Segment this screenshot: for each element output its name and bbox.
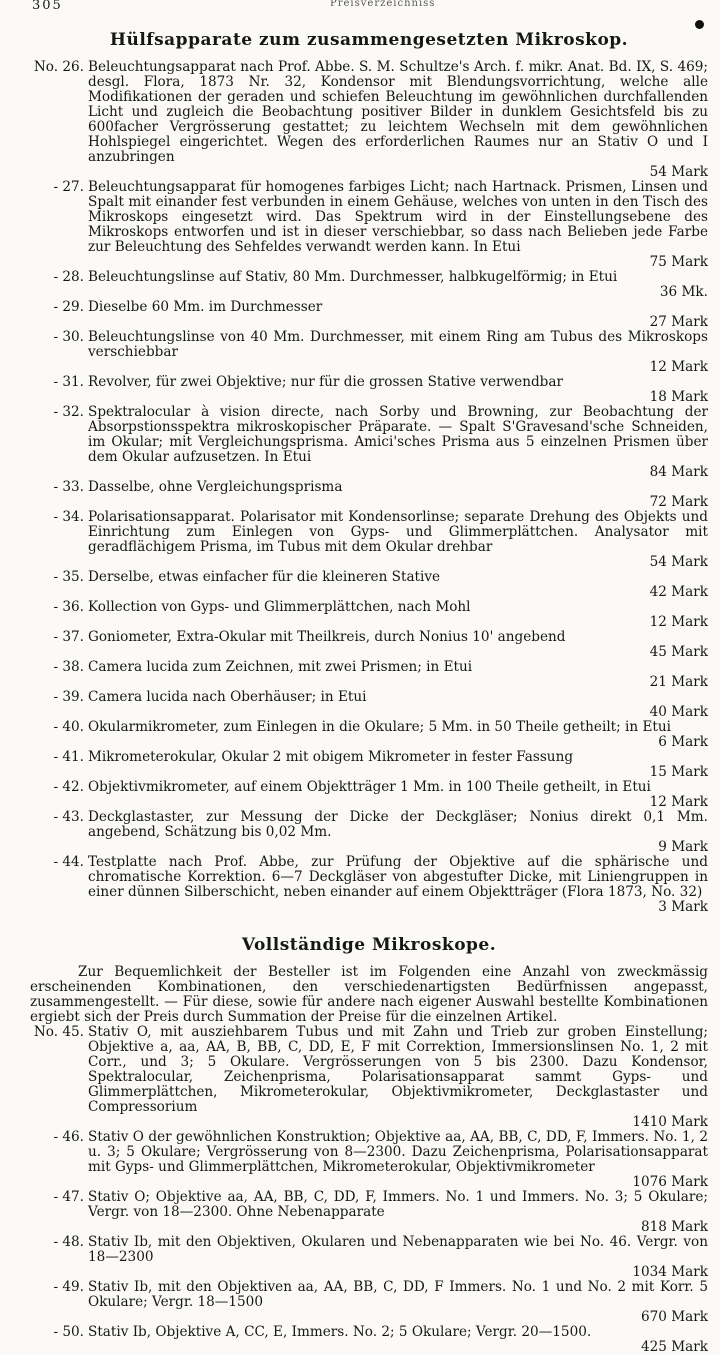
entry-price: 54 Mark	[649, 164, 708, 180]
entry-description: Camera lucida nach Oberhäuser; in Etui	[88, 689, 367, 705]
catalog-entry	[30, 480, 708, 510]
entry-description: Stativ O, mit ausziehbarem Tubus und mit Zahn und Trieb zur groben Einstellung; Objektive a, aa, AA, B, BB, C, DD, E, F mit Correktion, Immersionslinsen No. 1, 2 mit Corr., und 3; 5 Okulare. Vergrösserungen von 5 bis 2300. Dazu Kondensor, Spektralocular, Zeichenprisma, Polarisationsapparat sammt Gyps- und Glimmerplättchen, Mikrometerokular, Objektivmikrometer, Deckglastaster und Compressorium	[88, 1024, 708, 1115]
page-header	[30, 0, 708, 26]
entry-description: Camera lucida zum Zeichnen, mit zwei Prismen; in Etui	[88, 659, 473, 675]
entry-number: - 37.	[53, 629, 84, 645]
entry-description: Dasselbe, ohne Vergleichungsprisma	[88, 479, 343, 495]
entry-description: Mikrometerokular, Okular 2 mit obigem Mikrometer in fester Fassung	[88, 749, 574, 765]
entry-description: Goniometer, Extra-Okular mit Theilkreis, durch Nonius 10' angebend	[88, 629, 566, 645]
entry-description: Beleuchtungsapparat nach Prof. Abbe. S. M. Schultze's Arch. f. mikr. Anat. Bd. IX, S. 469; desgl. Flora, 1873 Nr. 32, Kondensor mit Blendungsvorrichtung, welche alle Modifikationen der geraden und schiefen Beleuchtung im gewöhnlichen durchfallenden Licht und zugleich die Beobachtung positiver Bilder in dunklem Gesichtsfeld bis zu 600facher Vergrösserung gestattet; zu leichtem Wechseln mit dem gewöhnlichen Hohlspiegel eingerichtet. Wegen des erforderlichen Raumes nur an Stativ O und I anzubringen	[88, 59, 708, 165]
entry-price: 818 Mark	[640, 1219, 708, 1235]
entry-description: Revolver, für zwei Objektive; nur für die grossen Stative verwendbar	[88, 374, 563, 390]
catalog-entry	[30, 1235, 708, 1280]
catalog-entry	[30, 1190, 708, 1235]
entry-number: - 50.	[53, 1324, 84, 1340]
entry-price: 1034 Mark	[632, 1264, 708, 1280]
entry-number: - 41.	[53, 749, 84, 765]
microscopes-list	[30, 1025, 708, 1355]
catalog-entry	[30, 750, 708, 780]
entry-price: 27 Mark	[649, 314, 708, 330]
entry-description: Beleuchtungslinse auf Stativ, 80 Mm. Durchmesser, halbkugelförmig; in Etui	[88, 269, 618, 285]
entry-number: - 34.	[53, 509, 84, 525]
entry-number: - 33.	[53, 479, 84, 495]
entry-description: Deckglastaster, zur Messung der Dicke der Deckgläser; Nonius direkt 0,1 Mm. angebend, Schätzung bis 0,02 Mm.	[88, 809, 708, 840]
catalog-entry	[30, 180, 708, 270]
entry-description: Stativ Ib, mit den Objektiven aa, AA, BB, C, DD, F Immers. No. 1 und No. 2 mit Korr. 5 Okulare; Vergr. 18—1500	[88, 1279, 708, 1310]
entry-number: - 44.	[53, 854, 84, 870]
entry-number: - 30.	[53, 329, 84, 345]
entry-price: 36 Mk.	[659, 284, 708, 300]
catalog-entry	[30, 1025, 708, 1130]
entry-description: Stativ O der gewöhnlichen Konstruktion; Objektive aa, AA, BB, C, DD, F, Immers. No. 1, 2 u. 3; 5 Okulare; Vergrösserung von 8—2300. Dazu Zeichenprisma, Polarisationsapparat mit Gyps- und Glimmerplättchen, Mikrometerokular, Objektivmikrometer	[88, 1129, 708, 1175]
entry-price: 425 Mark	[640, 1339, 708, 1355]
entry-number: - 47.	[53, 1189, 84, 1205]
section-title-accessories: Hülfsapparate zum zusammengesetzten Mikroskop.	[109, 30, 629, 50]
entry-price: 12 Mark	[649, 614, 708, 630]
entry-number: - 40.	[53, 719, 84, 735]
catalog-entry	[30, 780, 708, 810]
entry-description: Polarisationsapparat. Polarisator mit Kondensorlinse; separate Drehung des Objekts und Einrichtung zum Einlegen von Gyps- und Glimmerplättchen. Analysator mit geradflächigem Prisma, im Tubus mit dem Okular drehbar	[88, 509, 708, 555]
entry-number: No. 45.	[33, 1024, 84, 1040]
entry-number: - 36.	[53, 599, 84, 615]
section-title-complete-microscopes: Vollständige Mikroskope.	[241, 935, 497, 955]
entry-number: - 31.	[53, 374, 84, 390]
catalog-entry	[30, 330, 708, 375]
entry-price: 18 Mark	[649, 389, 708, 405]
accessories-list	[30, 60, 708, 915]
entry-description: Spektralocular à vision directe, nach Sorby und Browning, zur Beobachtung der Absorpstionsspektra mikroskopischer Präparate. — Spalt S'Gravesand'sche Schneiden, im Okular; mit Vergleichungsprisma. Amici'sches Prisma aus 5 einzelnen Prismen über dem Okular aufzusetzen. In Etui	[88, 404, 708, 465]
entry-price: 84 Mark	[649, 464, 708, 480]
entry-number: - 46.	[53, 1129, 84, 1145]
entry-description: Dieselbe 60 Mm. im Durchmesser	[88, 299, 323, 315]
entry-description: Objektivmikrometer, auf einem Objektträger 1 Mm. in 100 Theile getheilt, in Etui	[88, 779, 651, 795]
catalog-entry	[30, 720, 708, 750]
entry-price: 75 Mark	[649, 254, 708, 270]
entry-number: - 48.	[53, 1234, 84, 1250]
entry-description: Okularmikrometer, zum Einlegen in die Okulare; 5 Mm. in 50 Theile getheilt; in Etui	[88, 719, 671, 735]
entry-description: Beleuchtungsapparat für homogenes farbiges Licht; nach Hartnack. Prismen, Linsen und Spalt mit einander fest verbunden in einem Gehäuse, welches von unten in den Tisch des Mikroskops eingesetzt wird. Das Spektrum wird in der Einstellungsebene des Mikroskops entworfen und ist in dieser verschiebbar, so dass nach Belieben jede Farbe zur Beleuchtung des Sehfeldes verwandt werden kann. In Etui	[88, 179, 708, 255]
entry-number: - 27.	[53, 179, 84, 195]
entry-number: - 43.	[53, 809, 84, 825]
entry-price: 670 Mark	[640, 1309, 708, 1325]
entry-number: - 38.	[53, 659, 84, 675]
ink-spot	[695, 20, 704, 29]
catalog-entry	[30, 810, 708, 855]
catalog-entry	[30, 300, 708, 330]
section-intro: Zur Bequemlichkeit der Besteller ist im Folgenden eine Anzahl von zweckmässig erscheinenden Kombinationen, den verschiedenartigsten Bedürfnissen angepasst, zusammengestellt. — Für diese, sowie für andere nach eigener Auswahl bestellte Kombinationen ergiebt sich der Preis durch Summation der Preise für die einzelnen Artikel.	[30, 964, 708, 1025]
entry-description: Beleuchtungslinse von 40 Mm. Durchmesser, mit einem Ring am Tubus des Mikroskops verschiebbar	[88, 329, 708, 360]
catalog-entry	[30, 375, 708, 405]
catalog-entry	[30, 570, 708, 600]
entry-description: Stativ O; Objektive aa, AA, BB, C, DD, F, Immers. No. 1 und Immers. No. 3; 5 Okulare; Vergr. von 18—2300. Ohne Nebenapparate	[88, 1189, 708, 1220]
entry-description: Derselbe, etwas einfacher für die kleineren Stative	[88, 569, 441, 585]
catalog-entry	[30, 690, 708, 720]
catalog-entry	[30, 270, 708, 300]
entry-number: - 32.	[53, 404, 84, 420]
entry-description: Stativ Ib, mit den Objektiven, Okularen und Nebenapparaten wie bei No. 46. Vergr. von 18—2300	[88, 1234, 708, 1265]
entry-price: 21 Mark	[649, 674, 708, 690]
entry-price: 54 Mark	[649, 554, 708, 570]
entry-number: - 35.	[53, 569, 84, 585]
entry-number: - 29.	[53, 299, 84, 315]
entry-number: - 39.	[53, 689, 84, 705]
entry-price: 6 Mark	[658, 734, 708, 750]
catalog-entry	[30, 660, 708, 690]
entry-number: No. 26.	[33, 59, 84, 75]
entry-price: 12 Mark	[649, 359, 708, 375]
entry-price: 12 Mark	[649, 794, 708, 810]
entry-price: 1410 Mark	[632, 1114, 708, 1130]
entry-price: 15 Mark	[649, 764, 708, 780]
catalog-entry	[30, 630, 708, 660]
entry-description: Testplatte nach Prof. Abbe, zur Prüfung der Objektive auf die sphärische und chromatische Korrektion. 6—7 Deckgläser von abgestufter Dicke, mit Liniengruppen in einer dünnen Silberschicht, neben einander auf einem Objektträger (Flora 1873, No. 32)	[88, 854, 708, 900]
running-head: Preisverzeichniss	[330, 0, 436, 9]
catalog-entry	[30, 1130, 708, 1190]
entry-price: 1076 Mark	[632, 1174, 708, 1190]
entry-price: 42 Mark	[649, 584, 708, 600]
entry-price: 72 Mark	[649, 494, 708, 510]
catalog-entry	[30, 600, 708, 630]
entry-description: Stativ Ib, Objektive A, CC, E, Immers. No. 2; 5 Okulare; Vergr. 20—1500.	[88, 1324, 592, 1340]
entry-price: 3 Mark	[658, 899, 708, 915]
entry-price: 9 Mark	[658, 839, 708, 855]
entry-number: - 49.	[53, 1279, 84, 1295]
entry-price: 45 Mark	[649, 644, 708, 660]
catalog-entry	[30, 1280, 708, 1325]
entry-description: Kollection von Gyps- und Glimmerplättchen, nach Mohl	[88, 599, 471, 615]
catalog-entry	[30, 60, 708, 180]
entry-price: 40 Mark	[649, 704, 708, 720]
entry-number: - 42.	[53, 779, 84, 795]
catalog-entry	[30, 405, 708, 480]
entry-number: - 28.	[53, 269, 84, 285]
page-number: 305	[32, 0, 63, 13]
catalog-entry	[30, 1325, 708, 1355]
catalog-entry	[30, 855, 708, 915]
catalog-entry	[30, 510, 708, 570]
